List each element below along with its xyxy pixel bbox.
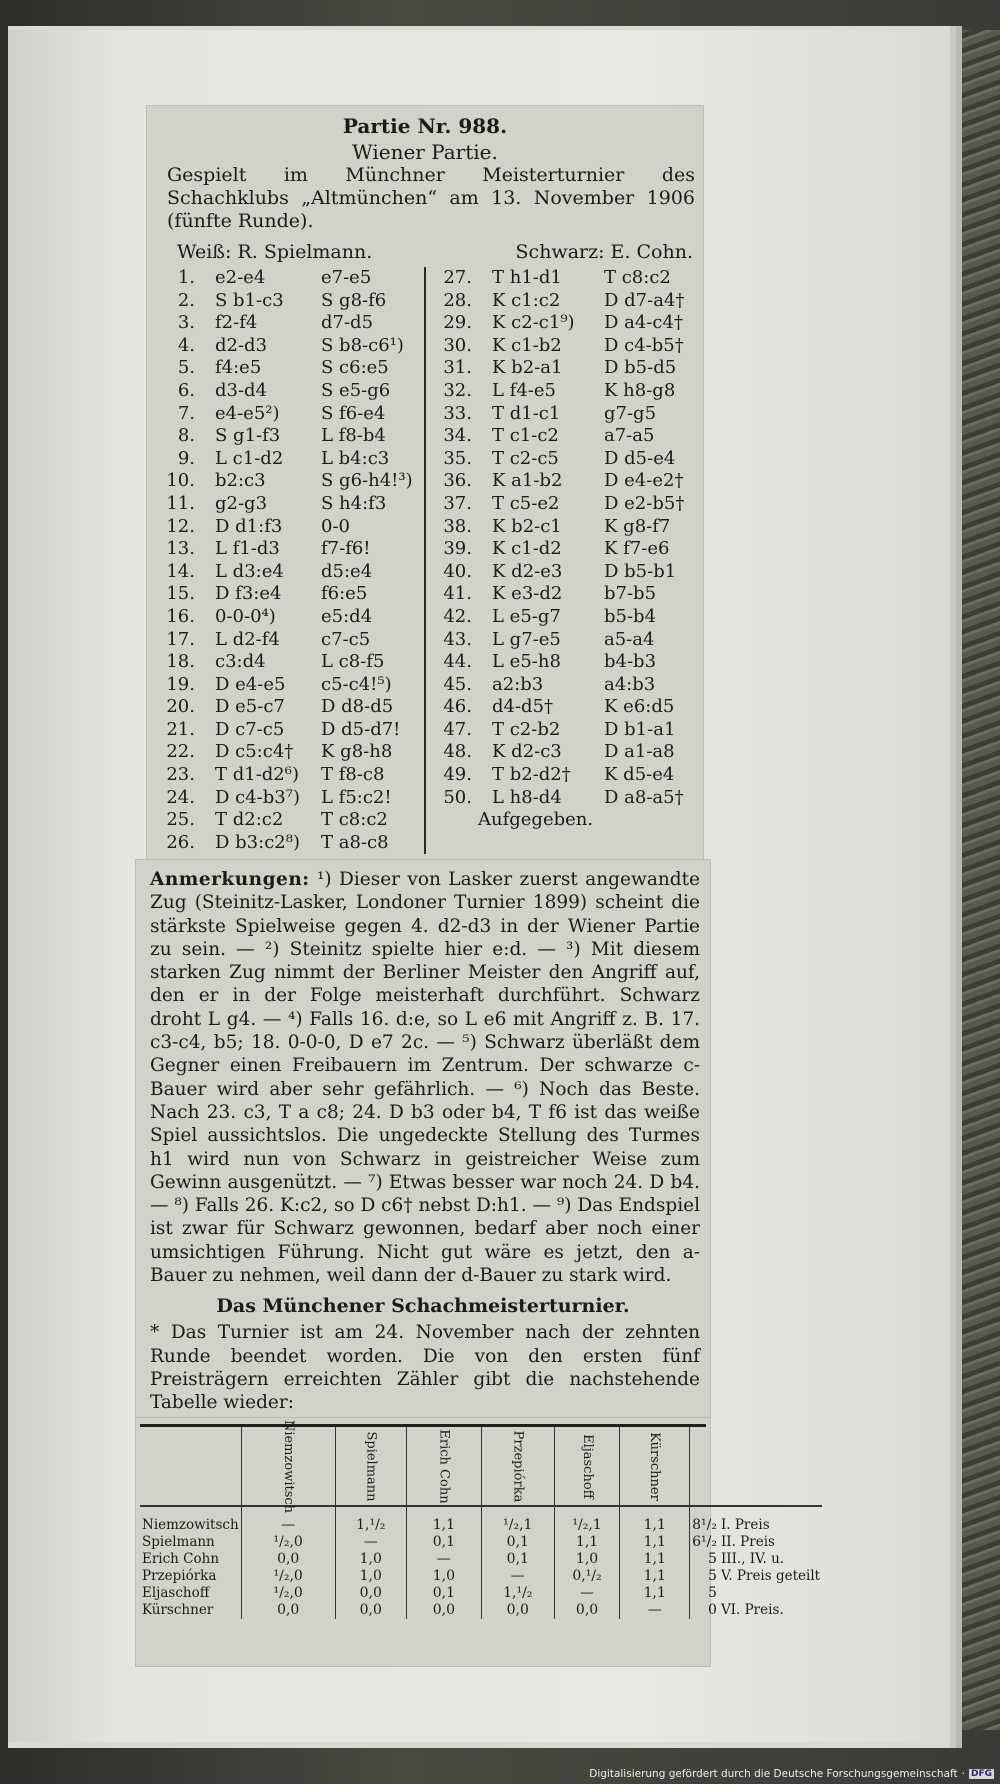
name-column-header bbox=[140, 1427, 241, 1506]
move-number: 22. bbox=[166, 741, 195, 763]
score-cell: — bbox=[335, 1534, 406, 1551]
white-move: L f1-d3 bbox=[215, 538, 280, 560]
black-move: a5-a4 bbox=[604, 628, 655, 650]
black-move: T c8:c2 bbox=[321, 809, 388, 831]
score-cell: 1,1 bbox=[406, 1506, 481, 1534]
score-cell: 0,0 bbox=[335, 1602, 406, 1619]
black-move: d5:e4 bbox=[321, 560, 373, 582]
move-row bbox=[147, 493, 424, 516]
white-move: K e3-d2 bbox=[492, 583, 563, 605]
move-row bbox=[147, 380, 424, 403]
score-cell: 1,1 bbox=[554, 1534, 620, 1551]
score-cell: 0,1 bbox=[481, 1551, 554, 1568]
column-header-label: Niemzowitsch bbox=[280, 1419, 296, 1514]
move-row bbox=[426, 448, 703, 471]
move-row bbox=[426, 312, 703, 335]
game-clipping bbox=[147, 106, 703, 864]
move-row bbox=[147, 470, 424, 493]
black-move: D a1-a8 bbox=[604, 741, 675, 763]
white-move: T c2-c5 bbox=[492, 447, 559, 469]
score-cell: ¹/₂,0 bbox=[241, 1534, 335, 1551]
move-row bbox=[147, 335, 424, 358]
table-row bbox=[140, 1585, 822, 1602]
move-number: 21. bbox=[166, 718, 195, 740]
table-header-row bbox=[140, 1427, 822, 1506]
move-row bbox=[426, 674, 703, 697]
black-move: K g8-h8 bbox=[321, 741, 393, 763]
column-header bbox=[554, 1427, 620, 1506]
white-move: K b2-c1 bbox=[492, 515, 562, 537]
move-number: 45. bbox=[443, 673, 472, 695]
player-name: Niemzowitsch bbox=[140, 1506, 241, 1534]
score-cell: 1,¹/₂ bbox=[481, 1585, 554, 1602]
white-move: f4:e5 bbox=[215, 357, 262, 379]
annotations-heading: Anmerkungen: bbox=[150, 869, 310, 890]
black-move: S g6-h4!³) bbox=[321, 470, 413, 492]
white-move: D e5-c7 bbox=[215, 696, 285, 718]
move-number: 43. bbox=[443, 628, 472, 650]
move-row bbox=[147, 719, 424, 742]
table-row bbox=[140, 1568, 822, 1585]
column-header bbox=[481, 1427, 554, 1506]
black-move: D e4-e2† bbox=[604, 470, 684, 492]
move-row bbox=[147, 425, 424, 448]
results-table bbox=[140, 1419, 822, 1619]
black-move: K g8-f7 bbox=[604, 515, 671, 537]
move-row bbox=[426, 290, 703, 313]
white-move: D e4-e5 bbox=[215, 673, 286, 695]
white-move: T c1-c2 bbox=[492, 425, 559, 447]
white-move: K c1-b2 bbox=[492, 334, 562, 356]
move-number: 10. bbox=[166, 470, 195, 492]
black-move: f6:e5 bbox=[321, 583, 368, 605]
white-move: T c5-e2 bbox=[492, 492, 560, 514]
white-move: L h8-d4 bbox=[492, 786, 562, 808]
black-move: d7-d5 bbox=[321, 312, 374, 334]
moves-table bbox=[147, 267, 703, 854]
black-move: c7-c5 bbox=[321, 628, 371, 650]
move-row bbox=[147, 832, 424, 855]
move-row bbox=[426, 335, 703, 358]
prize-label: V. Preis geteilt bbox=[720, 1568, 821, 1584]
move-number: 39. bbox=[443, 538, 472, 560]
move-row bbox=[426, 787, 703, 810]
black-move: K h8-g8 bbox=[604, 379, 676, 401]
black-move: D d5-e4 bbox=[604, 447, 676, 469]
move-row bbox=[147, 583, 424, 606]
score-cell: 1,0 bbox=[554, 1551, 620, 1568]
move-row bbox=[147, 448, 424, 471]
black-move: e5:d4 bbox=[321, 605, 373, 627]
crosstable-clipping bbox=[136, 1418, 821, 1666]
black-move: K d5-e4 bbox=[604, 764, 675, 786]
score-cell: 0,0 bbox=[241, 1551, 335, 1568]
black-move: S e5-g6 bbox=[321, 379, 391, 401]
score-cell: 0,¹/₂ bbox=[554, 1568, 620, 1585]
white-move: T c2-b2 bbox=[492, 718, 561, 740]
column-header-label: Eljaschoff bbox=[579, 1434, 595, 1499]
table-row bbox=[140, 1551, 822, 1568]
score-cell: 0,1 bbox=[406, 1585, 481, 1602]
white-move: L d3:e4 bbox=[215, 560, 284, 582]
move-number: 44. bbox=[443, 651, 472, 673]
move-row bbox=[147, 809, 424, 832]
move-number: 16. bbox=[166, 605, 195, 627]
table-row bbox=[140, 1534, 822, 1551]
column-header-label: Przepiórka bbox=[510, 1430, 526, 1503]
score-cell: ¹/₂,0 bbox=[241, 1585, 335, 1602]
move-number: 6. bbox=[177, 379, 195, 401]
table-row bbox=[140, 1506, 822, 1534]
player-name: Erich Cohn bbox=[140, 1551, 241, 1568]
move-number: 37. bbox=[443, 492, 472, 514]
move-row bbox=[147, 696, 424, 719]
score-cell: 1,1 bbox=[620, 1506, 690, 1534]
move-number: 17. bbox=[166, 628, 195, 650]
player-name: Przepiórka bbox=[140, 1568, 241, 1585]
white-move: L e5-h8 bbox=[492, 651, 561, 673]
move-number: 42. bbox=[443, 605, 472, 627]
white-move: D c5:c4† bbox=[215, 741, 294, 763]
annotations-text: ¹) Dieser von Lasker zuerst angewandte Zug (Steinitz-Lasker, Londoner Turnier 1899) scheint die stärkste Spielweise gegen 4. d2-d3 in der Wiener Partie zu sein. — ²) Steinitz spielte hier e:d. — ³) Mit diesem starken Zug nimmt der Berliner Meister den Angriff auf, den er in der Folge meisterhaft durchführt. Schwarz droht L g4. — ⁴) Falls 16. d:e, so L e6 mit Angriff z. B. 17. c3-c4, b5; 18. 0-0-0, D e7 2c. — ⁵) Schwarz überläßt dem Gegner einen Freibauern im Zentrum. Der schwarze c-Bauer wird aber sehr gefährlich. — ⁶) Noch das Beste. Nach 23. c3, T a c8; 24. D b3 oder b4, T f6 ist das weiße Spiel aussichtslos. Die ungedeckte Stellung des Turmes h1 wird nun von Schwarz in geistreicher Weise zum Gewinn ausgenützt. — ⁷) Etwas besser war noch 24. D b4. — ⁸) Falls 26. K:c2, so D c6† nebst D:h1. — ⁹) Das Endspiel ist zwar für Schwarz gewonnen, bedarf aber noch einer umsichtigen Führung. Nicht gut wäre es jetzt, den a-Bauer zu nehmen, weil dann der d-Bauer zu stark wird. bbox=[150, 869, 700, 1287]
score-cell: — bbox=[481, 1568, 554, 1585]
black-move: e7-e5 bbox=[321, 267, 372, 288]
black-move: L c8-f5 bbox=[321, 651, 385, 673]
column-header bbox=[335, 1427, 406, 1506]
column-header-label: Erich Cohn bbox=[436, 1429, 452, 1504]
move-number: 5. bbox=[177, 357, 195, 379]
move-number: 33. bbox=[443, 402, 472, 424]
white-move: D f3:e4 bbox=[215, 583, 282, 605]
score-cell: 1,1 bbox=[620, 1585, 690, 1602]
score-cell: 1,0 bbox=[335, 1568, 406, 1585]
score-cell: 1,0 bbox=[406, 1568, 481, 1585]
black-move: D b5-b1 bbox=[604, 560, 677, 582]
move-number: 30. bbox=[443, 334, 472, 356]
white-move: T h1-d1 bbox=[492, 267, 562, 288]
move-row bbox=[426, 493, 703, 516]
white-move: D c4-b3⁷) bbox=[215, 786, 300, 808]
game-intro: Gespielt im Münchner Meisterturnier des Schachklubs „Altmünchen“ am 13. November 1906 (fünfte Runde). bbox=[167, 164, 695, 232]
white-move: K b2-a1 bbox=[492, 357, 563, 379]
move-row bbox=[147, 674, 424, 697]
player-name: Kürschner bbox=[140, 1602, 241, 1619]
move-number: 9. bbox=[177, 447, 195, 469]
black-move: D b5-d5 bbox=[604, 357, 677, 379]
move-number: 36. bbox=[443, 470, 472, 492]
black-move: 0-0 bbox=[321, 515, 350, 537]
column-header bbox=[406, 1427, 481, 1506]
move-row bbox=[426, 425, 703, 448]
black-move: S h4:f3 bbox=[321, 492, 387, 514]
move-row bbox=[147, 357, 424, 380]
black-move: b4-b3 bbox=[604, 651, 657, 673]
white-move: T d1-c1 bbox=[492, 402, 561, 424]
column-header bbox=[620, 1427, 690, 1506]
black-move: a4:b3 bbox=[604, 673, 656, 695]
move-number: 31. bbox=[443, 357, 472, 379]
move-number: 29. bbox=[443, 312, 472, 334]
score-cell: ¹/₂,1 bbox=[481, 1506, 554, 1534]
total-points: 5 bbox=[708, 1551, 717, 1567]
move-row bbox=[147, 538, 424, 561]
black-move: K f7-e6 bbox=[604, 538, 670, 560]
white-move: L e5-g7 bbox=[492, 605, 561, 627]
white-move: e4-e5²) bbox=[215, 402, 280, 424]
move-number: 25. bbox=[166, 809, 195, 831]
move-row bbox=[426, 583, 703, 606]
white-move: T d1-d2⁶) bbox=[215, 764, 299, 786]
move-number: 46. bbox=[443, 696, 472, 718]
tournament-text: * Das Turnier ist am 24. November nach der zehnten Runde beendet worden. Die von den ersten fünf Preisträgern erreichten Zähler gibt die nachstehende Tabelle wieder: bbox=[150, 1322, 700, 1414]
players-row bbox=[147, 233, 703, 267]
score-cell: 0,0 bbox=[481, 1602, 554, 1619]
score-cell: — bbox=[620, 1602, 690, 1619]
white-move: K c2-c1⁹) bbox=[492, 312, 575, 334]
white-player: Weiß: R. Spielmann. bbox=[177, 241, 373, 263]
prize-label: I. Preis bbox=[720, 1517, 770, 1533]
score-cell: 1,1 bbox=[620, 1534, 690, 1551]
move-row bbox=[426, 561, 703, 584]
move-number: 13. bbox=[166, 538, 195, 560]
white-move: K d2-e3 bbox=[492, 560, 563, 582]
score-cell: 0,0 bbox=[335, 1585, 406, 1602]
black-move: D d8-d5 bbox=[321, 696, 394, 718]
white-move: d4-d5† bbox=[492, 696, 554, 718]
score-cell: ¹/₂,0 bbox=[241, 1568, 335, 1585]
black-move: D d5-d7! bbox=[321, 718, 401, 740]
score-cell: 0,0 bbox=[554, 1602, 620, 1619]
move-row bbox=[147, 764, 424, 787]
black-move: a7-a5 bbox=[604, 425, 655, 447]
score-cell: 1,0 bbox=[335, 1551, 406, 1568]
score-cell: — bbox=[554, 1585, 620, 1602]
move-number: 32. bbox=[443, 379, 472, 401]
move-number: 12. bbox=[166, 515, 195, 537]
black-move: S g8-f6 bbox=[321, 289, 387, 311]
move-row bbox=[426, 516, 703, 539]
white-move: L g7-e5 bbox=[492, 628, 561, 650]
move-row bbox=[147, 403, 424, 426]
black-move: c5-c4!⁵) bbox=[321, 673, 392, 695]
black-move: L f5:c2! bbox=[321, 786, 392, 808]
score-cell: 0,0 bbox=[241, 1602, 335, 1619]
move-row bbox=[426, 651, 703, 674]
score-cell: 1,1 bbox=[620, 1568, 690, 1585]
move-number: 41. bbox=[443, 583, 472, 605]
move-number: 38. bbox=[443, 515, 472, 537]
digitization-footer: Digitalisierung gefördert durch die Deutsche Forschungsgemeinschaft · DFG bbox=[589, 1768, 992, 1780]
prize-label: III., IV. u. bbox=[720, 1551, 785, 1567]
move-number: 40. bbox=[443, 560, 472, 582]
column-header-label: Spielmann bbox=[363, 1431, 379, 1502]
white-move: K a1-b2 bbox=[492, 470, 563, 492]
move-number: 34. bbox=[443, 425, 472, 447]
move-number: 35. bbox=[443, 447, 472, 469]
white-move: d3-d4 bbox=[215, 379, 268, 401]
move-number: 20. bbox=[166, 696, 195, 718]
total-points: 5 bbox=[708, 1568, 717, 1584]
white-move: f2-f4 bbox=[215, 312, 258, 334]
tournament-heading: Das Münchener Schachmeisterturnier. bbox=[216, 1295, 630, 1318]
white-move: c3:d4 bbox=[215, 651, 266, 673]
white-move: g2-g3 bbox=[215, 492, 268, 514]
score-cell: 1,¹/₂ bbox=[335, 1506, 406, 1534]
black-move: D b1-a1 bbox=[604, 718, 676, 740]
dfg-logo: DFG bbox=[970, 1769, 992, 1779]
move-number: 47. bbox=[443, 718, 472, 740]
move-row bbox=[426, 629, 703, 652]
table-row bbox=[140, 1602, 822, 1619]
move-row bbox=[426, 267, 703, 290]
move-number: 14. bbox=[166, 560, 195, 582]
white-move: L f4-e5 bbox=[492, 379, 556, 401]
column-header bbox=[241, 1419, 335, 1514]
score-cell: 0,1 bbox=[481, 1534, 554, 1551]
white-move: K d2-c3 bbox=[492, 741, 562, 763]
move-row bbox=[147, 267, 424, 290]
move-row bbox=[147, 651, 424, 674]
black-move: L b4:c3 bbox=[321, 447, 390, 469]
move-row bbox=[426, 470, 703, 493]
score-cell: 0,1 bbox=[406, 1534, 481, 1551]
black-move: D e2-b5† bbox=[604, 492, 685, 514]
move-number: 8. bbox=[177, 425, 195, 447]
move-number: 18. bbox=[166, 651, 195, 673]
total-points: 6¹/₂ bbox=[692, 1534, 717, 1550]
white-move: a2:b3 bbox=[492, 673, 544, 695]
black-move: D d7-a4† bbox=[604, 289, 685, 311]
player-name: Eljaschoff bbox=[140, 1585, 241, 1602]
annotations bbox=[136, 860, 710, 1287]
black-move: f7-f6! bbox=[321, 538, 371, 560]
move-row bbox=[147, 516, 424, 539]
white-move: D c7-c5 bbox=[215, 718, 285, 740]
white-move: D d1:f3 bbox=[215, 515, 283, 537]
moves-column-right bbox=[426, 267, 703, 854]
score-cell: — bbox=[406, 1551, 481, 1568]
move-number: 1. bbox=[177, 267, 195, 288]
white-move: K c1-d2 bbox=[492, 538, 562, 560]
move-number: 11. bbox=[166, 492, 195, 514]
game-subtitle: Wiener Partie. bbox=[352, 140, 498, 164]
move-row bbox=[147, 629, 424, 652]
move-row bbox=[147, 741, 424, 764]
black-move: T a8-c8 bbox=[321, 831, 389, 853]
notes-clipping bbox=[136, 860, 710, 1420]
move-number: 15. bbox=[166, 583, 195, 605]
move-number: 27. bbox=[443, 267, 472, 288]
black-move: D a4-c4† bbox=[604, 312, 683, 334]
move-number: 28. bbox=[443, 289, 472, 311]
white-move: b2:c3 bbox=[215, 470, 266, 492]
white-move: K c1:c2 bbox=[492, 289, 561, 311]
move-row bbox=[426, 403, 703, 426]
white-move: D b3:c2⁸) bbox=[215, 831, 300, 853]
prize-label bbox=[719, 1585, 822, 1602]
player-name: Spielmann bbox=[140, 1534, 241, 1551]
black-move: b5-b4 bbox=[604, 605, 657, 627]
total-points: 8¹/₂ bbox=[692, 1517, 717, 1533]
move-number: 3. bbox=[177, 312, 195, 334]
move-number: 26. bbox=[166, 831, 195, 853]
black-move: b7-b5 bbox=[604, 583, 657, 605]
move-row bbox=[147, 561, 424, 584]
binding-edge bbox=[954, 30, 1000, 1730]
move-number: 23. bbox=[166, 764, 195, 786]
move-row bbox=[426, 741, 703, 764]
black-move: L f8-b4 bbox=[321, 425, 386, 447]
score-cell: ¹/₂,1 bbox=[554, 1506, 620, 1534]
move-row bbox=[426, 719, 703, 742]
white-move: e2-e4 bbox=[215, 267, 266, 288]
move-row bbox=[426, 764, 703, 787]
white-move: T d2:c2 bbox=[215, 809, 284, 831]
move-row bbox=[426, 380, 703, 403]
white-move: S g1-f3 bbox=[215, 425, 281, 447]
black-player: Schwarz: E. Cohn. bbox=[515, 241, 693, 263]
table-body bbox=[140, 1506, 822, 1619]
move-row bbox=[426, 538, 703, 561]
white-move: S b1-c3 bbox=[215, 289, 284, 311]
black-move: S f6-e4 bbox=[321, 402, 386, 424]
black-move: D a8-a5† bbox=[604, 786, 684, 808]
score-column-header bbox=[690, 1427, 823, 1506]
black-move: S b8-c6¹) bbox=[321, 334, 404, 356]
footer-text: Digitalisierung gefördert durch die Deutsche Forschungsgemeinschaft bbox=[589, 1768, 958, 1780]
column-header-label: Kürschner bbox=[647, 1432, 663, 1501]
move-row bbox=[426, 696, 703, 719]
move-number: 19. bbox=[166, 673, 195, 695]
move-number: 49. bbox=[443, 764, 472, 786]
move-row bbox=[147, 606, 424, 629]
white-move: d2-d3 bbox=[215, 334, 268, 356]
score-cell: 1,1 bbox=[620, 1551, 690, 1568]
move-number: 7. bbox=[177, 402, 195, 424]
black-move: K e6:d5 bbox=[604, 696, 675, 718]
move-number: 50. bbox=[443, 786, 472, 808]
move-row bbox=[147, 787, 424, 810]
move-number: 48. bbox=[443, 741, 472, 763]
game-title: Partie Nr. 988. bbox=[342, 114, 508, 138]
black-move: T f8-c8 bbox=[321, 764, 385, 786]
prize-label: VI. Preis. bbox=[720, 1602, 784, 1618]
resign-note: Aufgegeben. bbox=[478, 809, 594, 831]
score-cell: — bbox=[241, 1506, 335, 1534]
score-cell: 0,0 bbox=[406, 1602, 481, 1619]
move-number: 4. bbox=[177, 334, 195, 356]
move-row bbox=[426, 357, 703, 380]
move-row bbox=[426, 606, 703, 629]
move-row bbox=[147, 312, 424, 335]
prize-label: II. Preis bbox=[720, 1534, 775, 1550]
black-move: S c6:e5 bbox=[321, 357, 389, 379]
move-row bbox=[147, 290, 424, 313]
black-move: D c4-b5† bbox=[604, 334, 684, 356]
black-move: T c8:c2 bbox=[604, 267, 671, 288]
white-move: L d2-f4 bbox=[215, 628, 280, 650]
white-move: L c1-d2 bbox=[215, 447, 284, 469]
moves-column-left bbox=[147, 267, 426, 854]
move-number: 2. bbox=[177, 289, 195, 311]
total-points: 5 bbox=[708, 1585, 717, 1601]
move-number: 24. bbox=[166, 786, 195, 808]
total-points: 0 bbox=[708, 1602, 717, 1618]
black-move: g7-g5 bbox=[604, 402, 657, 424]
white-move: 0-0-0⁴) bbox=[215, 605, 276, 627]
white-move: T b2-d2† bbox=[492, 764, 571, 786]
